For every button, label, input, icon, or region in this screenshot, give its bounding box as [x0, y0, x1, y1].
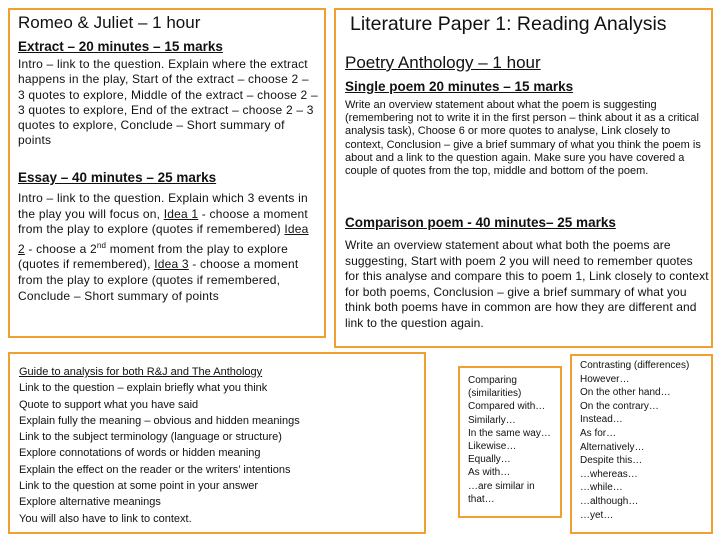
- comparing-line: Compared with…: [468, 401, 546, 413]
- contrasting-line: …yet…: [580, 509, 614, 521]
- guide-item: Link to the question – explain briefly what you think: [19, 382, 268, 395]
- comparing-line: …are similar in: [468, 480, 535, 492]
- comparing-line: Comparing: [468, 375, 517, 386]
- guide-heading: Guide to analysis for both R&J and The Anthology: [19, 366, 263, 378]
- comparing-line: Similarly…: [468, 414, 516, 426]
- idea1-label: Idea 1: [163, 206, 199, 221]
- guide-item: You will also have to link to context.: [19, 512, 192, 525]
- comparing-line: (similarities): [468, 388, 522, 400]
- romeo-juliet-title: Romeo & Juliet – 1 hour: [18, 13, 201, 32]
- extract-heading: Extract – 20 minutes – 15 marks: [18, 39, 223, 54]
- contrasting-line: …while…: [580, 482, 623, 494]
- single-poem-text: Write an overview statement about what the poem is suggesting (remembering not to write it in the first person – think about it as a critical analysis task), Choose 6 or more quotes to analyse, Link closely to context, Conclusion – give a brief summary of what you think the poem is about and a link to the question again. Make sure you have covered a couple of quotes from the top, middle and bottom of the poem.: [345, 99, 701, 178]
- guide-item: Explore alternative meanings: [19, 496, 161, 509]
- contrasting-line: Despite this…: [580, 455, 643, 467]
- contrasting-line: Alternatively…: [580, 441, 645, 453]
- contrasting-line: Instead…: [580, 414, 623, 426]
- idea2-text: - choose a 2: [24, 241, 97, 256]
- guide-item: Link to the question at some point in your answer: [19, 480, 259, 493]
- contrasting-panel: [570, 354, 713, 534]
- contrasting-line: On the other hand…: [580, 387, 671, 399]
- comparing-line: As with…: [468, 467, 511, 479]
- essay-text: [18, 191, 318, 304]
- comparison-heading: Comparison poem - 40 minutes– 25 marks: [345, 215, 616, 230]
- literature-panel: [334, 8, 713, 348]
- single-poem-heading: Single poem 20 minutes – 15 marks: [345, 79, 574, 94]
- guide-item: Quote to support what you have said: [19, 398, 199, 411]
- guide-item: Explain fully the meaning – obvious and hidden meanings: [19, 414, 300, 427]
- idea2-text2: moment from the play to explore (quotes if remembered),: [18, 241, 288, 272]
- contrasting-list: [580, 359, 689, 522]
- idea3-text: - choose a moment from the play to explore (quotes if remembered, Conclude – Short summary of points: [18, 257, 299, 303]
- comparison-text: Write an overview statement about what both the poems are suggesting, Start with poem 2 you will need to remember quotes for this analyse and compare this to poem 1, Link closely to context for both poems, Conclusion – give a brief summary of what you think both poems have in common are how they are different and link to the question again.: [345, 238, 709, 330]
- contrasting-line: …although…: [580, 495, 639, 507]
- guide-item: Explore connotations of words or hidden meaning: [19, 447, 261, 460]
- essay-heading: Essay – 40 minutes – 25 marks: [18, 170, 217, 185]
- guide-item: Explain the effect on the reader or the writers’ intentions: [19, 463, 291, 476]
- contrasting-line: On the contrary…: [580, 400, 659, 412]
- contrasting-line: As for…: [580, 427, 617, 439]
- guide-panel: [8, 352, 426, 534]
- romeo-juliet-panel: [8, 8, 326, 338]
- comparing-line: that…: [468, 493, 495, 505]
- comparing-line: In the same way…: [468, 427, 551, 439]
- idea2-sup: nd: [96, 240, 107, 250]
- comparing-panel: [458, 366, 562, 518]
- contrasting-line: Contrasting (differences): [580, 360, 690, 371]
- guide-item: Link to the subject terminology (language or structure): [19, 431, 282, 444]
- anthology-heading: Poetry Anthology – 1 hour: [345, 53, 541, 72]
- contrasting-line: …whereas…: [580, 468, 638, 480]
- literature-title: Literature Paper 1: Reading Analysis: [350, 13, 667, 35]
- contrasting-line: However…: [580, 373, 630, 385]
- idea2-label: Idea 2: [18, 222, 309, 256]
- extract-text: Intro – link to the question. Explain where the extract happens in the play, Start of the extract – choose 2 – 3 quotes to explore, Middle of the extract – choose 2 – 3 quotes to explore, End of the extract – choose 2 – 3 quotes to explore, Conclude – Short summary of points: [18, 57, 318, 148]
- idea1-text: - choose a moment from the play to explore (quotes if remembered): [18, 206, 308, 237]
- comparing-list: [468, 374, 551, 506]
- idea3-label: Idea 3: [154, 257, 189, 272]
- comparing-line: Equally…: [468, 454, 511, 466]
- guide-list: [19, 364, 419, 527]
- comparing-line: Likewise…: [468, 441, 517, 453]
- essay-intro: Intro – link to the question. Explain which 3 events in the play you will focus on,: [18, 191, 308, 221]
